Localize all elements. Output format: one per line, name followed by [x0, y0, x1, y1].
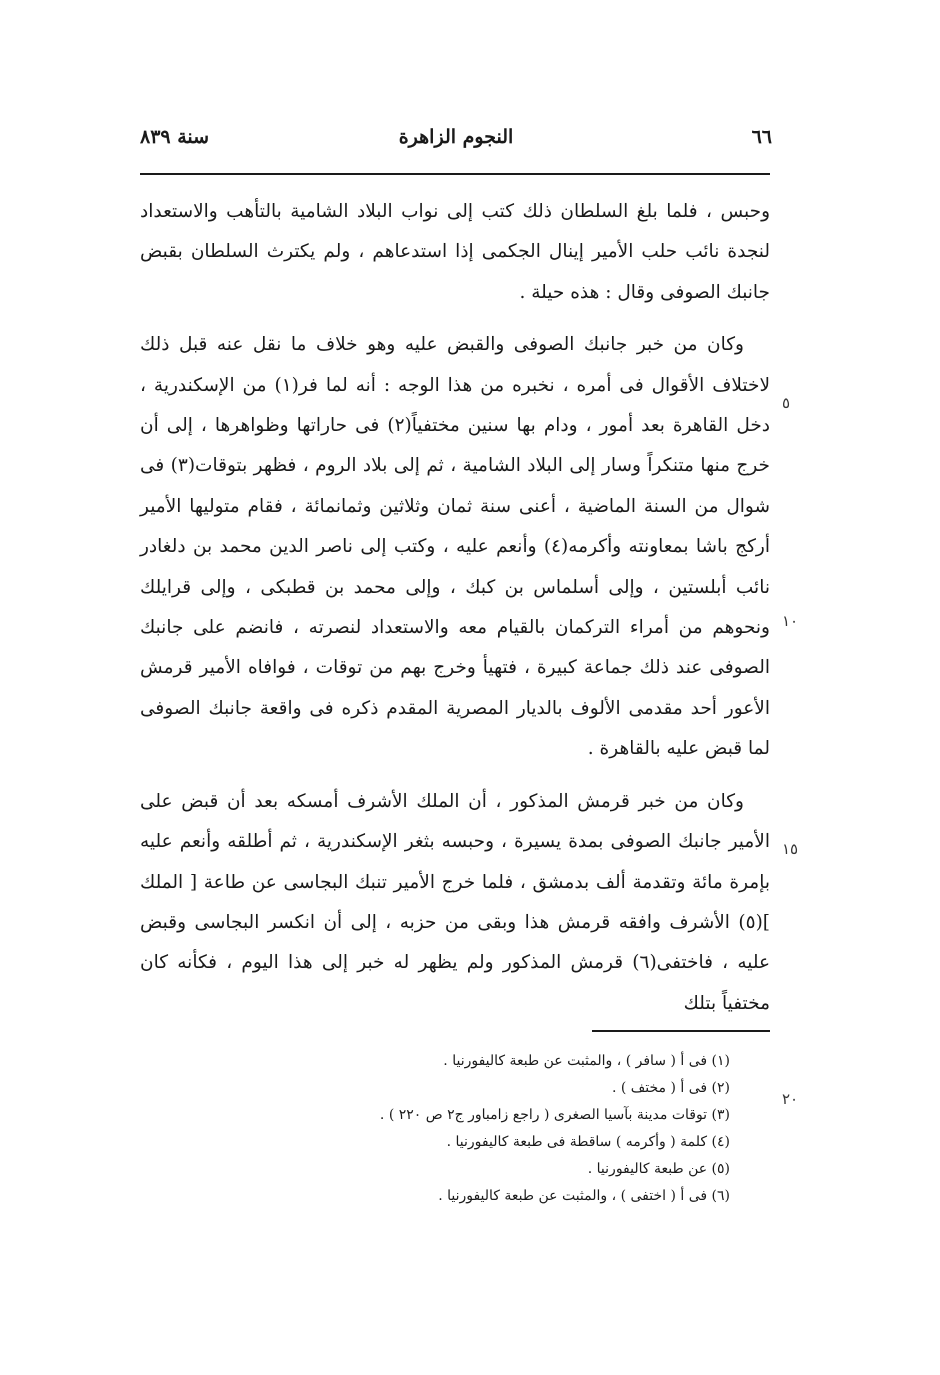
paragraph-text: وكان من خبر قرمش المذكور ، أن الملك الأشرف أمسكه بعد أن قبض على الأمير جانبك الصوفى بمدة يسيرة ، وحبسه بثغر الإسكندرية ، ثم أطلقه وأنعم عليه بإمرة مائة وتقدمة ألف بدمشق ، فلما خرج الأمير تنبك البجاسى عن طاعة [ الملك ](٥) الأشرف وافقه قرمش هذا وبقى من حزبه ، إلى أن انكسر البجاسى وقبض عليه ، فاختفى(٦) قرمش المذكور ولم يظهر له خبر إلى هذا اليوم ، فكأنه كان مختفياً بتلك [140, 790, 770, 1014]
paragraph [140, 325, 770, 769]
line-number-20: ٢٠ [782, 1090, 799, 1108]
line-number-5: ٥ [782, 394, 791, 412]
paragraph-text: وكان من خبر جانبك الصوفى والقبض عليه وهو خلاف ما نقل عنه قبل ذلك لاختلاف الأقوال فى أمره ، نخبره من هذا الوجه : أنه لما فر(١) من الإسكندرية ، دخل القاهرة بعد أمور ، ودام بها سنين مختفياً(٢) فى حاراتها وظواهرها ، إلى أن خرج منها متنكراً وسار إلى البلاد الشامية ، ثم إلى بلاد الروم ، فظهر بتوقات(٣) فى شوال من السنة الماضية ، أعنى سنة ثمان وثلاثين وثمانمائة ، فقام متوليها الأمير أركج باشا بمعاونته وأكرمه(٤) وأنعم عليه ، وكتب إلى ناصر الدين محمد بن دلغادر نائب أبلستين ، وإلى أسلماس بن كبك ، وإلى محمد بن قطبكى ، وإلى قرايلك ونحوهم من أمراء التركمان بالقيام معه والاستعداد لنصرته ، فانضم على جانبك الصوفى عند ذلك جماعة كبيرة ، فتهيأ وخرج بهم من توقات ، فوافاه الأمير قرمش الأعور أحد مقدمى الألوف بالديار المصرية المقدم ذكره فى واقعة جانبك الصوفى لما قبض عليه بالقاهرة . [140, 334, 771, 760]
footnote: (١) فى أ ( سافر ) ، والمثبت عن طبعة كاليفورنيا . [443, 1053, 730, 1069]
footnote: (٣) توقات مدينة بآسيا الصغرى ( راجع زامباور ج٢ ص ٢٢٠ ) . [379, 1107, 730, 1123]
year-label: سنة ٨٣٩ [140, 126, 210, 148]
line-number-10: ١٠ [782, 612, 799, 630]
paragraph: وحبس ، فلما بلغ السلطان ذلك كتب إلى نواب البلاد الشامية بالتأهب والاستعداد لنجدة نائب حلب الأمير إينال الجكمى إذا استدعاهم ، ولم يكترث السلطان بقبض جانبك الصوفى وقال : هذه حيلة . [140, 201, 770, 303]
running-title: النجوم الزاهرة [398, 126, 514, 148]
line-number-15: ١٥ [782, 840, 799, 858]
footnotes [250, 1048, 730, 1210]
footnote: (٢) فى أ ( مختف ) . [611, 1080, 730, 1096]
running-header [140, 126, 772, 160]
footnote: (٥) عن طبعة كاليفورنيا . [587, 1161, 730, 1177]
footnote-rule [592, 1030, 770, 1032]
header-rule [140, 173, 770, 175]
page-number: ٦٦ [751, 126, 772, 148]
paragraph [140, 782, 770, 1024]
footnote: (٦) فى أ ( اختفى ) ، والمثبت عن طبعة كاليفورنيا . [438, 1188, 730, 1204]
footnote: (٤) كلمة ( وأكرمه ) ساقطة فى طبعة كاليفورنيا . [446, 1134, 730, 1150]
main-text [140, 192, 770, 1024]
